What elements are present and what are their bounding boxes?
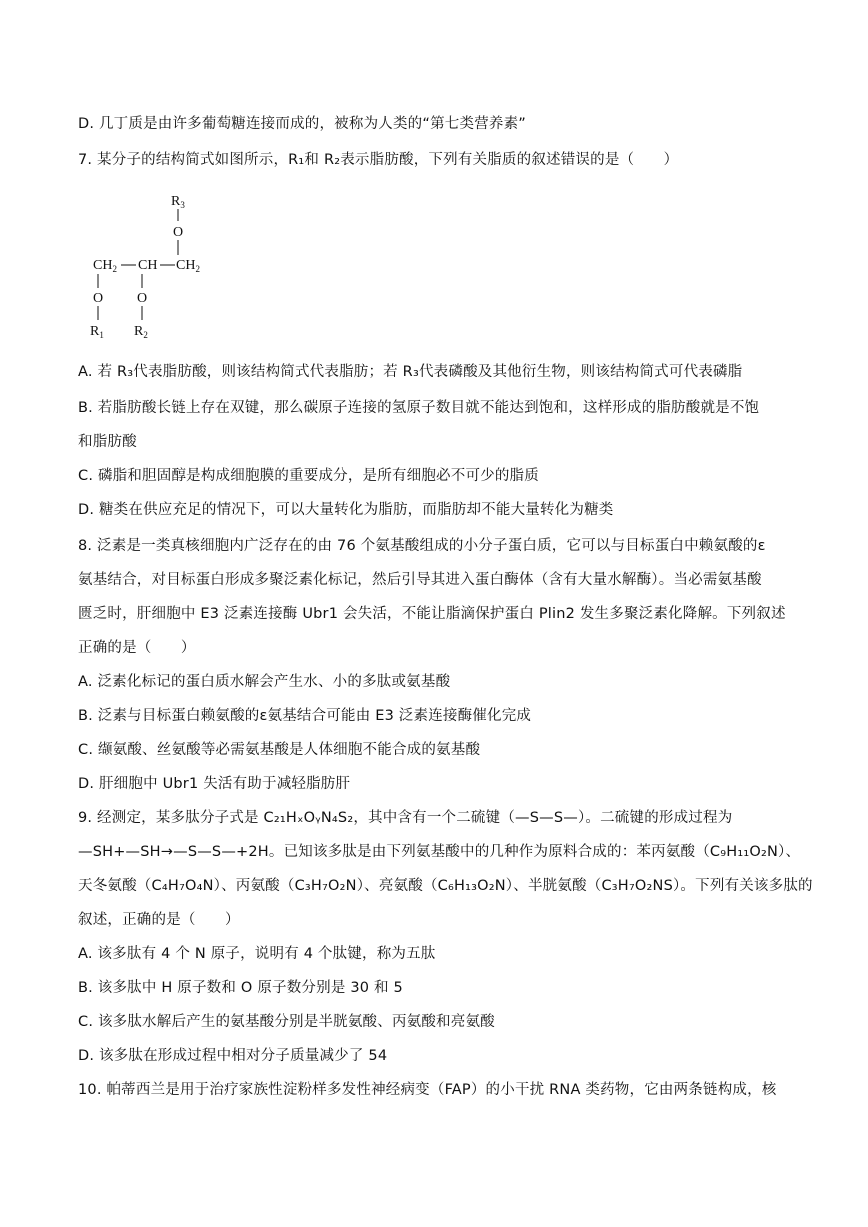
- option-7a: A. 若 R₃代表脂肪酸，则该结构简式代表脂肪；若 R₃代表磷酸及其他衍生物，则该结构简式可代表磷脂: [78, 364, 743, 380]
- option-8b: B. 泛素与目标蛋白赖氨酸的ε氨基结合可能由 E3 泛素连接酶催化完成: [78, 708, 532, 724]
- option-9a: A. 该多肽有 4 个 N 原子，说明有 4 个肽键，称为五肽: [78, 946, 436, 962]
- question-8-stem-2: 氨基结合，对目标蛋白形成多聚泛素化标记，然后引导其进入蛋白酶体（含有大量水解酶）。当必需氨基酸: [78, 572, 762, 588]
- question-10-stem: 10. 帕蒂西兰是用于治疗家族性淀粉样多发性神经病变（FAP）的小干扰 RNA 类药物，它由两条链构成，核: [78, 1082, 777, 1098]
- r3-label: $R_3$: [171, 194, 185, 210]
- ch2-left-label: $CH_2$: [93, 258, 117, 274]
- ch-label: CH: [138, 258, 158, 273]
- o-left-label: O: [93, 291, 104, 306]
- question-9-stem: 9. 经测定，某多肽分子式是 C₂₁HₓOᵧN₄S₂，其中含有一个二硫键（—S—S—）。二硫键的形成过程为: [78, 810, 733, 826]
- glyceride-structure-diagram: [78, 185, 258, 345]
- question-9-stem-4: 叙述，正确的是（ ）: [78, 912, 240, 928]
- option-9c: C. 该多肽水解后产生的氨基酸分别是半胱氨酸、丙氨酸和亮氨酸: [78, 1014, 495, 1030]
- option-7b-cont: 和脂肪酸: [78, 434, 137, 450]
- option-8d: D. 肝细胞中 Ubr1 失活有助于减轻脂肪肝: [78, 776, 351, 792]
- option-8a: A. 泛素化标记的蛋白质水解会产生水、小的多肽或氨基酸: [78, 674, 451, 690]
- option-7d: D. 糖类在供应充足的情况下，可以大量转化为脂肪，而脂肪却不能大量转化为糖类: [78, 502, 614, 518]
- o-middle-label: O: [137, 291, 148, 306]
- question-8-stem-3: 匮乏时，肝细胞中 E3 泛素连接酶 Ubr1 会失活，不能让脂滴保护蛋白 Plin2 发生多聚泛素化降解。下列叙述: [78, 606, 786, 622]
- question-9-stem-2: —SH+—SH→—S—S—+2H。已知该多肽是由下列氨基酸中的几种作为原料合成的：苯丙氨酸（C₉H₁₁O₂N）、: [78, 844, 801, 860]
- option-9d: D. 该多肽在形成过程中相对分子质量减少了 54: [78, 1048, 388, 1064]
- option-9b: B. 该多肽中 H 原子数和 O 原子数分别是 30 和 5: [78, 980, 403, 996]
- option-7b: B. 若脂肪酸长链上存在双键，那么碳原子连接的氢原子数目就不能达到饱和，这样形成的脂肪酸就是不饱: [78, 400, 760, 416]
- r1-label: $R_1$: [90, 324, 104, 340]
- option-7c: C. 磷脂和胆固醇是构成细胞膜的重要成分，是所有细胞必不可少的脂质: [78, 468, 539, 484]
- o-top-label: O: [173, 225, 184, 240]
- question-7-stem: 7. 某分子的结构简式如图所示，R₁和 R₂表示脂肪酸，下列有关脂质的叙述错误的是（ ）: [78, 152, 679, 168]
- ch2-right-label: $CH_2$: [176, 258, 200, 274]
- r2-label: $R_2$: [134, 324, 148, 340]
- option-6d: D. 几丁质是由许多葡萄糖连接而成的，被称为人类的“第七类营养素”: [78, 116, 527, 132]
- option-8c: C. 缬氨酸、丝氨酸等必需氨基酸是人体细胞不能合成的氨基酸: [78, 742, 481, 758]
- question-8-stem: 8. 泛素是一类真核细胞内广泛存在的由 76 个氨基酸组成的小分子蛋白质，它可以与目标蛋白中赖氨酸的ε: [78, 538, 766, 554]
- question-9-stem-3: 天冬氨酸（C₄H₇O₄N）、丙氨酸（C₃H₇O₂N）、亮氨酸（C₆H₁₃O₂N）、半胱氨酸（C₃H₇O₂NS）。下列有关该多肽的: [78, 878, 813, 894]
- question-8-stem-4: 正确的是（ ）: [78, 640, 196, 656]
